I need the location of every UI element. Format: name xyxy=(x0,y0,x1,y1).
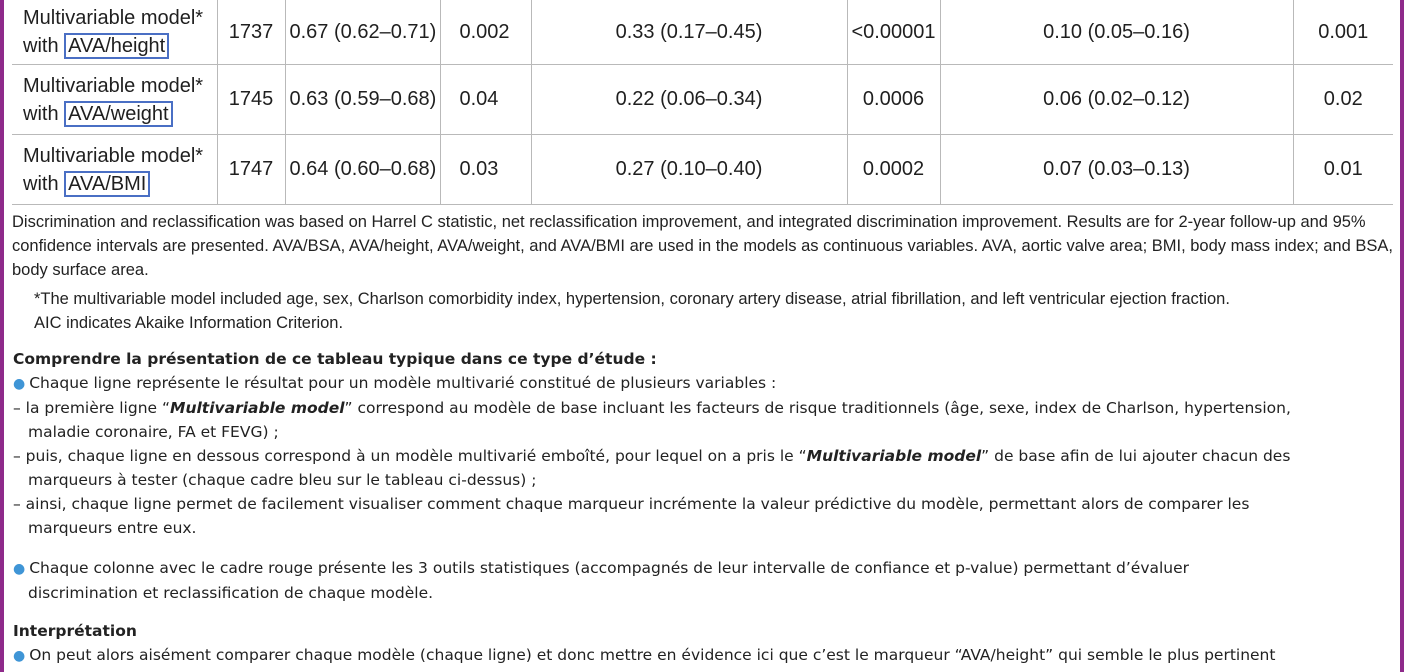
dash-text: ” correspond au modèle de base incluant les facteurs de risque traditionnels (âge, sexe, index de Charlson, hypertension, xyxy=(344,399,1291,417)
p-value-cell: 0.0006 xyxy=(847,65,940,135)
marker-highlight-box: AVA/BMI xyxy=(64,171,150,197)
dash-text: – la première ligne “ xyxy=(13,399,171,417)
p-value-cell: 0.04 xyxy=(440,65,531,135)
model-label: Multivariable model* xyxy=(23,7,204,29)
model-cell xyxy=(12,135,217,205)
idi-cell: 0.10 (0.05–0.16) xyxy=(940,0,1293,65)
p-value-cell: 0.001 xyxy=(1293,0,1393,65)
list-item xyxy=(13,444,1393,468)
n-cell: 1745 xyxy=(217,65,285,135)
list-item-continuation: marqueurs entre eux. xyxy=(28,519,197,537)
footnote-multivariable: *The multivariable model included age, sex, Charlson comorbidity index, hypertension, coronary artery disease, atrial fibrillation, and left ventricular ejection fraction. xyxy=(34,290,1230,308)
model-with: with xyxy=(23,172,59,195)
p-value-cell: <0.00001 xyxy=(847,0,940,65)
bullet-icon: ● xyxy=(13,648,26,664)
bullet-text: On peut alors aisément comparer chaque modèle (chaque ligne) et donc mettre en évidence ici que c’est le marqueur “AVA/height” qui semble le plus pertinent xyxy=(29,646,1276,664)
bullet-icon: ● xyxy=(13,561,26,577)
results-table xyxy=(12,0,1393,205)
model-with: with xyxy=(23,102,59,125)
list-item-continuation: maladie coronaire, FA et FEVG) ; xyxy=(28,423,279,441)
emphasis-text: Multivariable model xyxy=(806,447,982,465)
list-item xyxy=(13,371,1393,396)
nri-cell: 0.22 (0.06–0.34) xyxy=(531,65,847,135)
n-cell: 1737 xyxy=(217,0,285,65)
model-cell xyxy=(12,65,217,135)
list-item xyxy=(13,643,1393,668)
marker-highlight-box: AVA/height xyxy=(64,33,169,59)
marker-highlight-box: AVA/weight xyxy=(64,101,172,127)
dash-text: ” de base afin de lui ajouter chacun des xyxy=(981,447,1291,465)
model-cell xyxy=(12,0,217,65)
interpretation-heading: Interprétation xyxy=(13,622,137,640)
table-notes xyxy=(12,210,1394,335)
explanation-box xyxy=(13,347,1393,668)
n-cell: 1747 xyxy=(217,135,285,205)
table-row xyxy=(12,65,1393,135)
page-frame-left xyxy=(0,0,4,672)
p-value-cell: 0.03 xyxy=(440,135,531,205)
idi-cell: 0.06 (0.02–0.12) xyxy=(940,65,1293,135)
bullet-text: Chaque ligne représente le résultat pour un modèle multivarié constitué de plusieurs variables : xyxy=(29,374,777,392)
list-item xyxy=(13,396,1393,420)
bullet-icon: ● xyxy=(13,376,26,392)
nri-cell: 0.33 (0.17–0.45) xyxy=(531,0,847,65)
p-value-cell: 0.0002 xyxy=(847,135,940,205)
list-item-continuation: discrimination et reclassification de chaque modèle. xyxy=(28,584,434,602)
footnote-aic: AIC indicates Akaike Information Criterion. xyxy=(34,314,344,332)
model-label: Multivariable model* xyxy=(23,144,204,167)
list-item-continuation: marqueurs à tester (chaque cadre bleu sur le tableau ci-dessus) ; xyxy=(28,471,537,489)
p-value-cell: 0.002 xyxy=(440,0,531,65)
c-statistic-cell: 0.64 (0.60–0.68) xyxy=(285,135,440,205)
page-frame-right xyxy=(1400,0,1404,672)
list-item: – ainsi, chaque ligne permet de facilement visualiser comment chaque marqueur incrémente la valeur prédictive du modèle, permettant alors de comparer les xyxy=(13,495,1250,513)
idi-cell: 0.07 (0.03–0.13) xyxy=(940,135,1293,205)
list-item xyxy=(13,556,1393,581)
model-with: with xyxy=(23,35,59,57)
p-value-cell: 0.01 xyxy=(1293,135,1393,205)
p-value-cell: 0.02 xyxy=(1293,65,1393,135)
model-label: Multivariable model* xyxy=(23,74,204,97)
emphasis-text: Multivariable model xyxy=(170,399,345,417)
nri-cell: 0.27 (0.10–0.40) xyxy=(531,135,847,205)
table-caption: Discrimination and reclassification was based on Harrel C statistic, net reclassification improvement, and integrated discrimination improvement. Results are for 2-year follow-up and 95% confidence intervals are presented. AVA/BSA, AVA/height, AVA/weight, and AVA/BMI are used in the models as continuous variables. AVA, aortic valve area; BMI, body mass index; and BSA, body surface area. xyxy=(12,213,1393,279)
table-row xyxy=(12,135,1393,205)
explanation-heading: Comprendre la présentation de ce tableau typique dans ce type d’étude : xyxy=(13,350,657,368)
c-statistic-cell: 0.67 (0.62–0.71) xyxy=(285,0,440,65)
bullet-text: Chaque colonne avec le cadre rouge présente les 3 outils statistiques (accompagnés de leur intervalle de confiance et p-value) permettant d’évaluer xyxy=(29,559,1190,577)
table-row xyxy=(12,0,1393,65)
c-statistic-cell: 0.63 (0.59–0.68) xyxy=(285,65,440,135)
dash-text: – puis, chaque ligne en dessous correspond à un modèle multivarié emboîté, pour lequel on a pris le “ xyxy=(13,447,807,465)
